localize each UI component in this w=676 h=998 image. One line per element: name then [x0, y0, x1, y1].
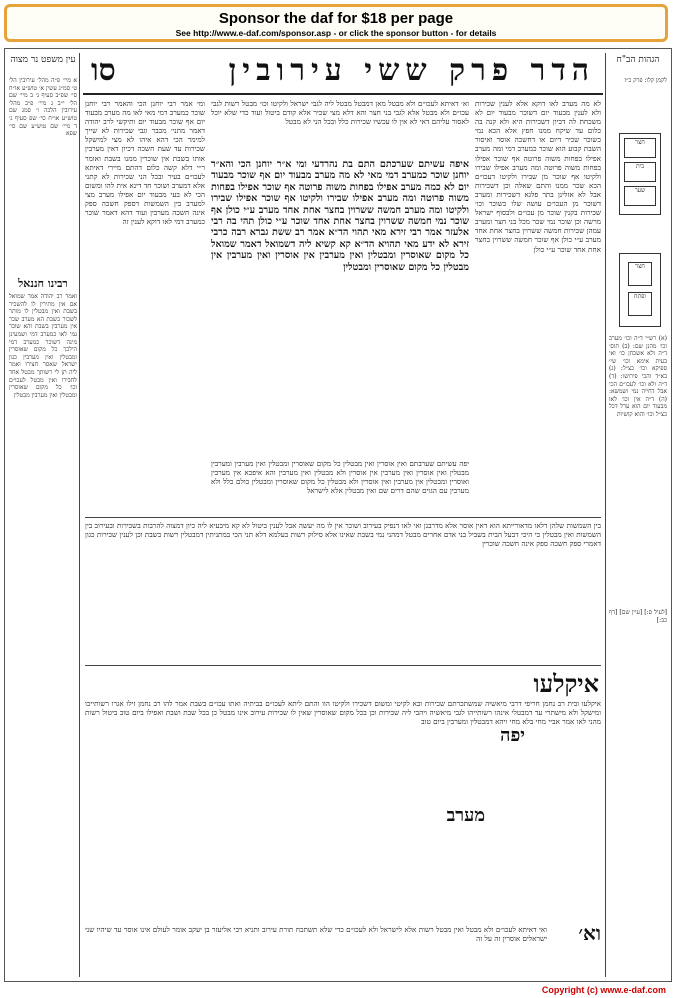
copyright-notice: Copyright (c) www.e-daf.com	[541, 985, 666, 995]
hagahot-text: (א) רש״י ד״ה וכו׳ מערב וכו׳ מהנן שם: (ב) תוס׳ ד״ה ולא אשכחן כו׳ ואי בעית אימא וכו׳ שי׳ ספיקא וכו׳ כצ״ל: (ג) בא״ד והכי פירושו: (ד) ד״ה ולא וכו׳ לעכו״ם הכי אבל דחייה נמי ושמשא: (ה) ד״ה אין וכו׳ לאו מבעוד יום הוא ערל דכל כצ״ל וכו׳ והוא קושיות	[609, 335, 667, 418]
gemara-main-text: איפה עשיתם שערכתם התם בת נהרדעי ומי א״ר יוחנן הכי והא״ר יוחנן שוכר כמערב דמי מאי לא מה מערב מבעוד יום אף שוכר מבעוד יום לא כמה מערב אפילו בפחות משוה פרוטה אף שוכר אפילו בפחות משוה פרוטה ומה מערב אפילו שבירו ולקיטו אף שוכר אפילו שבירו ולקיטו ומה מערב חמשה ששרוין בחצר אחת אחד מערב ע״י כולן אף שוכר נמי חמשה ששרוין בחצר אחת אחד שוכר ע״י כולן תהי בה רבי אלעזר אמר רבי זירא מאי תהוי הד״א אמר רב ששת גברא רבה כרבי זירא לא ידע מאי תהויא הד״א קא קשיא ליה דשמואל דאמר שמואל כל מקום שאוסרין ומבטלין ואין מערבין אין אוסרין ואין מערבין אין מבטלין כל מקום שאוסרין ומבטלין	[211, 159, 469, 273]
diagram-cell-house: בית	[624, 162, 656, 182]
dibur-hamatchil-2: וא׳	[578, 921, 601, 945]
ein-mishpat-text: א מיי׳ פ״ה מהל׳ עירובין הל׳ ט׳ סמ״ג עשין א׳ טוש״ע או״ח סי׳ שפ״ב סעיף ג׳ ב מיי׳ שם הל׳ י״ב ג מיי׳ פ״ב מהל׳ עירובין הלכה ו׳ סמג שם טוש״ע או״ח סי׳ שפ סעיף ג׳ ד מיי׳ שם טוש״ע שם סי׳ שפא	[9, 77, 77, 138]
banner-subtitle[interactable]: See http://www.e-daf.com/sponsor.asp - or click the sponsor button - for details	[175, 28, 497, 38]
bottom-commentary: ואי דאיתא לעכו״ם ולא מבטל ואין מבטל רשות אלא לישראל ולא לעכו״ם כדי שלא תשתכח תורת עירוב ותניא רבי אליעזר בן יעקב אומר לעולם אינו אוסר עד שיהיו שני ישראלים אוסרין זה על זה	[85, 925, 547, 944]
margin-references: [לעיל ס:] [עיין שם] [דף כב:]	[609, 609, 667, 624]
diagram-cell-gate: שער	[624, 186, 656, 206]
right-margin-divider	[605, 53, 606, 977]
sponsor-banner[interactable]	[4, 4, 668, 42]
diagram2-cell-courtyard: חצר	[628, 262, 652, 286]
ein-mishpat-label: עין משפט נר מצוה	[10, 55, 76, 65]
rabbenu-chananel-heading: רבינו חננאל	[18, 277, 68, 290]
courtyard-diagram-2	[619, 253, 661, 327]
banner-title[interactable]: Sponsor the daf for $18 per page	[218, 10, 454, 27]
hagahot-label: הגהות הב"ח	[616, 55, 660, 65]
tosafot-commentary: ומי אמר רבי יוחנן הכי והאמר רבי יוחנן שוכר כמערב דמי מאי לאו מה מערב מבעוד יום אף שוכר מבעוד יום ותיקשי לרב יהודה דאמר מתני׳ מכבר וגבי שכירות לא שייך למימר הכי דהא איהו לא מצי למישקל שכירות עד שעת חשכה דכיון דאין מערבין אותו בשבת אין שוכרין ממנו בשבת ואומר ר״י דלא קשה כלום דהתם מיירי דאיתא לעכו״ם בעיר ובכל הני שכירות לא קתני אלא דמערב ושוכר חד דינא אית להו ומשום הכי לא בעי מבעוד יום אפילו מערב מצי למערב בין השמשות דספק חשכה ספק אינה חשכה מערבין ועוד דהא דאמר שוכר כמערב דמי לאו דוקא לענין זה	[85, 99, 205, 227]
middle-divider	[85, 517, 601, 518]
lower-divider	[85, 665, 601, 666]
chapter-title: הדר פרק ששי עירובין	[228, 53, 595, 88]
courtyard-diagram	[619, 133, 661, 215]
folio-number: סו	[91, 53, 116, 88]
rabbenu-chananel-text: ואמר רב יהודה אמר שמואל אם אין מתירין לו להשכיר בשבת ואין מבטלין לו מותר לשכור בשבת הא מערב שכר אין מערבין בשבת והא שוכר נמי לאו כמערב דמי ושמעינן מינה דשוכר כמערב דמי הילכך כל מקום שאוסרין ומבטלין ואין מערבין כגון ישראל שאסר חצירו ואמר ליה תן לי רשותך מבטל אחד לחבירו ואין מבטל לעכו״ם וכו׳ כל מקום שאוסרין ומבטלין ואין מערבין מבטלין	[9, 293, 77, 399]
talmud-page	[4, 48, 672, 982]
diagram2-cell-opening: ופתח	[628, 292, 652, 316]
rashi-commentary: לא מה מערב לאו דוקא אלא לענין שכירות ולא לענין מבעוד יום דשוכר מבעוד יום לא משכחת לה דכיון דשכירות היא ולא קנה בה כלום עד שיקח ממנו חפץ אלא הכא נמי כשוכר שכיר דיום או דחשכה אוסר ואיסור השבת קבוע הוא שוכר כמערב דמי ומה מערב אפילו בפחות משוה פרוטה אף שוכר אפילו בפחות משוה פרוטה ומה מערב אפילו שבירו ולקיטו אף שוכר מן שבירו ולקיטו דעכו״ם הכא שכר ממנו והתם שאלה וכן דשכירות אבל לא אזלינן בתר פלגא דשכירות ומערב דשוכר מן העכו״ם עושה שלו כשוכר וכו׳ שכירות בקנין שוכר מן עכו״ם ולבסוף ישראל מרשה וכן שוכר נמי שכר מכל בני חצר ומערב עמהן שכירות חמשה ששרוין בחצר אחת אחד מערב ע״י כולן אף שוכר חמשה ששרוין בחצר אחת אחד שוכר ע״י כולן	[475, 99, 601, 254]
dibur-hamatchil-yafe: יפה	[500, 725, 525, 746]
lower-commentary: איקלעו ובית רב נחמן חריפי דרבי מיאשיה שמשתכרתם שכירות ובא לקיטי ומשום דשכירו ולקיטו הוו והתם ליתא לעכו״ם בביתיה ואתו עכו״ם בשבת אמר להו רב נחמן זילו אגרו רשותייכו ומישקל ולא מישתרי עד דמבטלי אינהו רשותייהו לגבי מיאשיה ויהבי ליה שכירות וכן בכל מקום שאוסרין שאין לו שכירות עירוב אינו מבטל כן בכל שבת ושבת ואפילו ביום טוב ביטול רשות מהני לאו אמר אביי מחי בלא מחי ויהא דמבטלין ומערבין ביום טוב	[85, 699, 601, 727]
dibur-hamatchil-maarav: מערב	[446, 805, 485, 826]
dibur-hamatchil-1: איקלעו	[533, 669, 599, 698]
diagram-cell-courtyard: חצר	[624, 138, 656, 158]
gemara-bottom-lines: יפה עשיתם שערבתם ואין אוסרין ואין מבטלין כל מקום שאוסרין ומבטלין ואין מערבין ומערבין מבטלין ואין אוסרין ואין מערבין אין אוסרין ולא מבטלין ואין מערבין והא איפכא אין מערבין ואוסרין ומבטלין אין מערבין ואין אוסרין ולא מבטלין כל מקום שאוסרין ומבטלין כולם כלל ולא מערבין עם הגוים שהם דרים שם ואין מבטלין אלא לישראל	[211, 459, 469, 496]
left-margin-divider	[79, 53, 80, 977]
gemara-top-commentary: וא׳ דאיתא לעכו״ם ולא מבטל מאן דמבטל מבטל ליה לגבי ישראל ולקיטו וכו׳ מבטל רשות לגבי עכו״ם ולא מבטל אלא לגבי בני חצר והא דלא מצי שכיר אלא קודם ביטול ועוד כדי שלא יוכל לאסור עליהם דאי לא אין לו עכשיו שכירות כלל ובכל הני לא מבטל	[211, 99, 469, 127]
page-header	[83, 53, 603, 95]
margin-note-top: לקמן קלו: פרק כ״ז	[624, 77, 667, 84]
middle-commentary: בין השמשות שלהן דלאו מדאורייתא הוא דאין אוסר אלא מדרבנן ואי לאו דנפיק בעירוב ושוכר אין לו מה יעשה אבל לענין ביטול לא קא מיבעיא ליה כיון דמצוה להרבות בשכירות ובעירוב בין השמשות ואין מבטלין כי היכי דבעל הבית בשביל בני אדם אחרים מבטל דמהני נמי בשבת שאינו אלא סילוק רשות בעלמא דלא תני הכי במתניתין דמבטלין רשות בשבת וכן לענין שכירות כגון דאמרי ספק חשכה ספק אינה חשכה שוכרין	[85, 521, 601, 549]
